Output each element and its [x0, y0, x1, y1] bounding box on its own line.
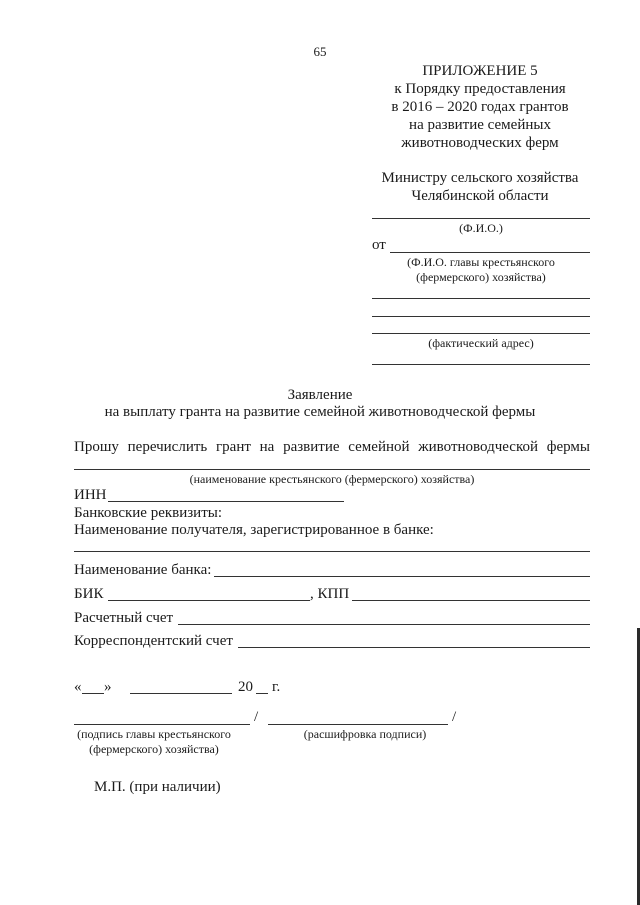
kpp-label: , КПП [310, 586, 350, 602]
date-year-field[interactable] [256, 693, 268, 694]
statement-title: Заявление [287, 387, 353, 403]
fio-line [372, 218, 590, 219]
date-open-quote: « [74, 679, 82, 695]
year-suffix: г. [272, 679, 281, 695]
request-text: Прошу перечислить грант на развитие семейной животноводческой фермы [74, 439, 590, 455]
inn-field[interactable] [108, 501, 344, 502]
year-prefix: 20 [238, 679, 253, 695]
appendix-line: животноводческих ферм [401, 135, 559, 151]
signature-decode-field[interactable] [268, 724, 448, 725]
date-day-field[interactable] [82, 693, 104, 694]
page-number: 65 [313, 44, 327, 59]
signature-slash: / [254, 709, 259, 725]
appendix-title: ПРИЛОЖЕНИЕ 5 [422, 63, 538, 79]
bik-field[interactable] [108, 600, 310, 601]
address-hint: (фактический адрес) [428, 336, 534, 350]
addressee [360, 169, 600, 205]
inn-label: ИНН [74, 487, 107, 503]
fio-hint: (Ф.И.О.) [459, 221, 503, 235]
appendix-line: на развитие семейных [409, 117, 551, 133]
head-sign-hint [66, 727, 242, 757]
bank-name-field[interactable] [214, 576, 590, 577]
statement-subtitle: на выплату гранта на развитие семейной животноводческой фермы [104, 404, 536, 420]
appendix-line: в 2016 – 2020 годах грантов [391, 99, 569, 115]
from-hint-line: (фермерского) хозяйства) [416, 270, 546, 284]
address-line-3 [372, 333, 590, 334]
address-line-2 [372, 316, 590, 317]
corr-account-field[interactable] [238, 647, 590, 648]
signature-slash-end: / [452, 709, 457, 725]
head-sign-hint-line: (подпись главы крестьянского [77, 727, 231, 741]
address-line-4 [372, 364, 590, 365]
date-close-quote: » [104, 679, 112, 695]
corr-account-label: Корреспондентский счет [74, 633, 233, 649]
addressee-line: Челябинской области [411, 188, 549, 204]
signature-field[interactable] [74, 724, 250, 725]
address-line-1 [372, 298, 590, 299]
recipient-field[interactable] [74, 551, 590, 552]
stamp-label: М.П. (при наличии) [94, 779, 221, 795]
account-field[interactable] [178, 624, 590, 625]
addressee-line: Министру сельского хозяйства [381, 170, 579, 186]
decode-hint: (расшифровка подписи) [303, 727, 427, 741]
recipient-label: Наименование получателя, зарегистрированное в банке: [74, 522, 434, 538]
bik-label: БИК [74, 586, 104, 602]
from-hint-line: (Ф.И.О. главы крестьянского [407, 255, 555, 269]
appendix-header [360, 62, 600, 152]
account-label: Расчетный счет [74, 610, 174, 626]
from-line [390, 252, 590, 253]
farm-name-hint: (наименование крестьянского (фермерского) хозяйства) [189, 472, 475, 486]
bank-details-label: Банковские реквизиты: [74, 505, 223, 521]
from-hint [372, 255, 590, 285]
appendix-line: к Порядку предоставления [394, 81, 566, 97]
date-month-field[interactable] [130, 693, 232, 694]
farm-name-field[interactable] [74, 469, 590, 470]
head-sign-hint-line: (фермерского) хозяйства) [89, 742, 219, 756]
from-label: от [372, 237, 386, 253]
bank-name-label: Наименование банка: [74, 562, 212, 578]
kpp-field[interactable] [352, 600, 590, 601]
